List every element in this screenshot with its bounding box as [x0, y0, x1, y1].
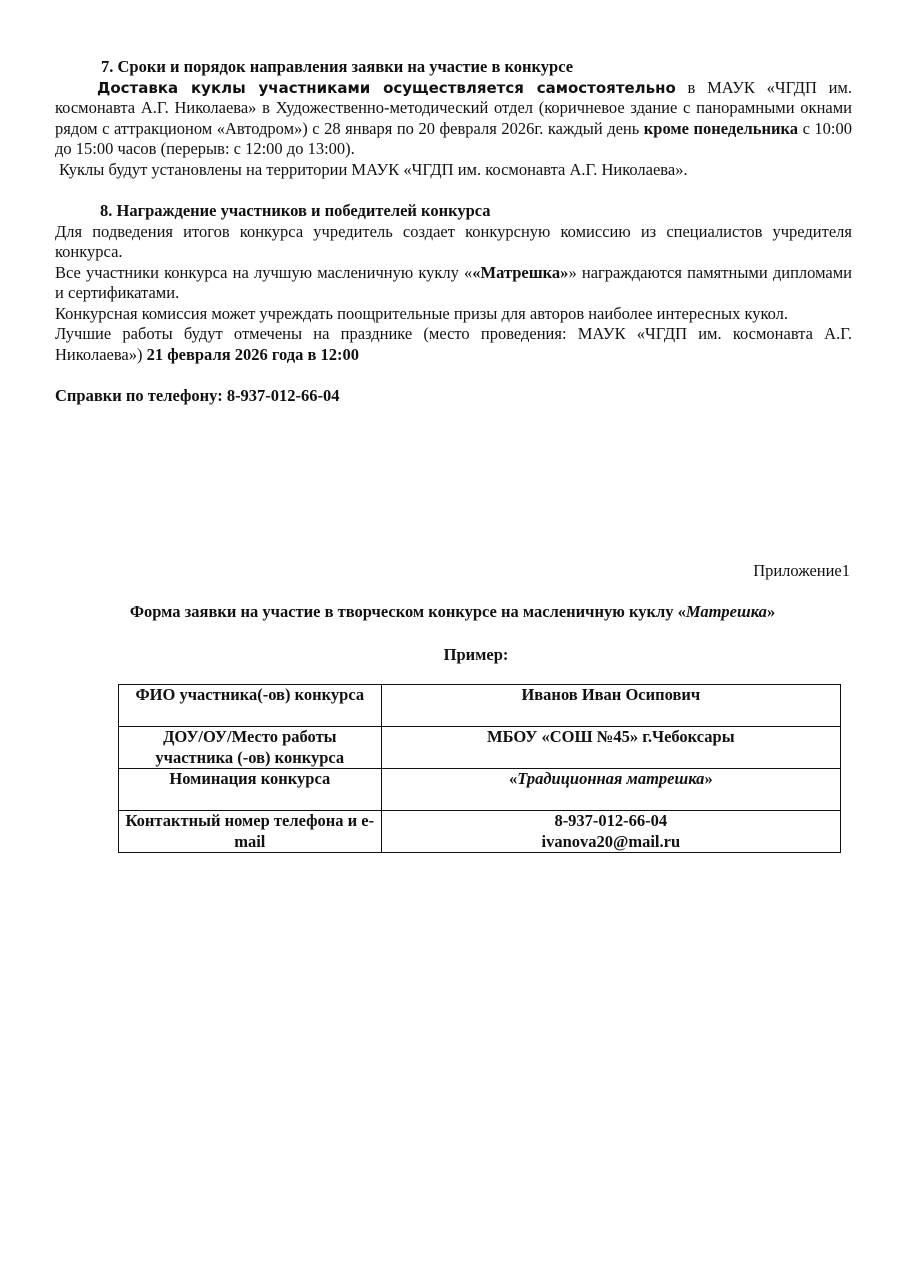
table-row [119, 769, 841, 811]
section-8-paragraph-4 [55, 324, 852, 365]
application-form-table [118, 684, 841, 853]
section-8-heading: 8. Награждение участников и победителей конкурса [100, 201, 491, 220]
phone-line: Справки по телефону: 8-937-012-66-04 [55, 386, 340, 405]
form-title-italic: Матрешка [685, 602, 767, 621]
nomination-close: » [704, 769, 713, 788]
table-row [119, 811, 841, 853]
holiday-date: 21 февраля 2026 года в 12:00 [146, 344, 359, 364]
document-body [55, 57, 852, 407]
form-title-close: » [766, 602, 776, 621]
section-7-paragraph-2: Куклы будут установлены на территории МАУК «ЧГДП им. космонавта А.Г. Николаева». [59, 159, 688, 179]
contact-phone: 8-937-012-66-04 [554, 811, 668, 830]
except-monday-text: кроме понедельника [643, 118, 799, 138]
table-value-cell: Иванов Иван Осипович [381, 685, 840, 727]
table-row [119, 685, 841, 727]
nomination-italic: Традиционная матрешка [517, 769, 705, 788]
matryoshka-bold: «Матрешка» [472, 262, 569, 282]
contact-email: ivanova20@mail.ru [541, 831, 681, 851]
delivery-text-1: в МАУК «ЧГДП им. космонавта А.Г. Николаева» в Художественно-методический отдел (коричневое здание с панорамными окнами рядом с аттракционом «Автодром») с 28 января по 20 февраля 2026г. каждый день [55, 77, 852, 138]
form-title [55, 602, 850, 623]
awards-text-b: » награждаются памятными дипломами и сертификатами. [55, 262, 852, 302]
table-label-cell: Номинация конкурса [119, 769, 382, 811]
delivery-bold-text: Доставка куклы участниками осуществляется самостоятельно [97, 78, 676, 97]
example-label: Пример: [443, 645, 509, 664]
section-8-paragraph-3: Конкурсная комиссия может учреждать поощрительные призы для авторов наиболее интересных кукол. [55, 303, 789, 323]
form-title-text: Форма заявки на участие в творческом конкурсе на масленичную куклу « [129, 602, 686, 621]
table-value-cell: МБОУ «СОШ №45» г.Чебоксары [381, 727, 840, 769]
section-7-heading: 7. Сроки и порядок направления заявки на участие в конкурсе [101, 57, 574, 76]
table-row [119, 727, 841, 769]
awards-text-a: Все участники конкурса на лучшую масленичную куклу « [55, 262, 473, 282]
table-value-cell [381, 769, 840, 811]
table-value-cell [381, 811, 840, 853]
holiday-text: Лучшие работы будут отмечены на празднике (место проведения: МАУК «ЧГДП им. космонавта А.Г. Николаева») [55, 324, 852, 364]
section-7-paragraph-1 [55, 78, 852, 160]
delivery-text-2: с 10:00 до 15:00 часов (перерыв: с 12:00 до 13:00). [55, 118, 852, 158]
table-label-cell: ДОУ/ОУ/Место работы участника (-ов) конкурса [119, 727, 382, 769]
table-label-cell: ФИО участника(-ов) конкурса [119, 685, 382, 727]
section-8-paragraph-1: Для подведения итогов конкурса учредитель создает конкурсную комиссию из специалистов учредителя конкурса. [55, 221, 852, 261]
table-label-cell: Контактный номер телефона и e-mail [119, 811, 382, 853]
appendix-label: Приложение1 [753, 561, 850, 580]
section-8-paragraph-2 [55, 263, 852, 304]
nomination-open: « [508, 769, 518, 788]
